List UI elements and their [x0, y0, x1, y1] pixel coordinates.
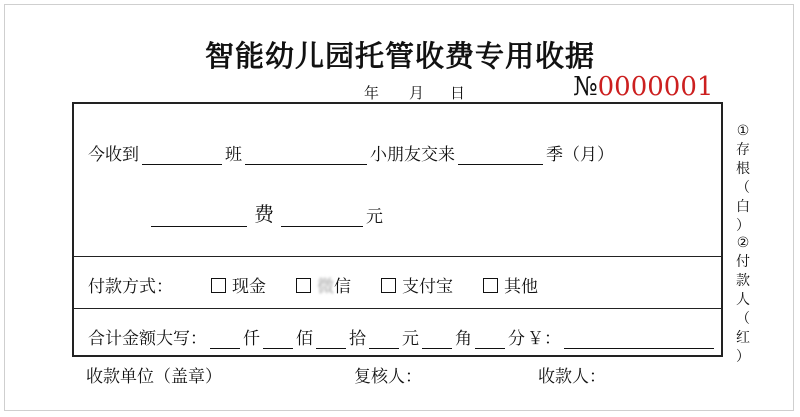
- total-label: 合计金额大写：: [88, 329, 207, 349]
- class-label: 班: [225, 145, 242, 165]
- date-year: 年: [364, 84, 380, 102]
- copy-label-stub: ① 存 根 （ 白 ）: [736, 123, 750, 234]
- checkbox[interactable]: [483, 278, 498, 293]
- received-row: [88, 140, 614, 165]
- child-pays-label: 小朋友交来: [370, 145, 455, 165]
- class-blank[interactable]: [245, 146, 367, 165]
- fee-amount-blank[interactable]: [281, 208, 363, 227]
- name-blank[interactable]: [142, 146, 222, 165]
- divider-1: [74, 256, 721, 257]
- payment-option-other[interactable]: 其他: [483, 272, 538, 297]
- amount-blank[interactable]: [210, 330, 240, 349]
- checkbox[interactable]: [381, 278, 396, 293]
- amount-blank[interactable]: [263, 330, 293, 349]
- copy-label-payer: ② 付 款 人 （ 红 ）: [736, 235, 750, 365]
- divider-2: [74, 308, 721, 309]
- amount-blank[interactable]: [316, 330, 346, 349]
- fee-row: [148, 198, 383, 227]
- numero-sign: №: [573, 72, 598, 102]
- payment-option-alipay[interactable]: 支付宝: [381, 272, 453, 297]
- serial-value: 0000001: [597, 72, 714, 102]
- date-month: 月: [409, 84, 425, 102]
- amount-blank[interactable]: [422, 330, 452, 349]
- payment-option-wechat[interactable]: [296, 272, 351, 297]
- season-label: 季（月）: [546, 145, 614, 165]
- fee-label: 费: [254, 202, 274, 226]
- payment-option-cash[interactable]: 现金: [211, 272, 266, 297]
- receipt-title: 智能幼儿园托管收费专用收据: [204, 39, 595, 73]
- season-blank[interactable]: [458, 146, 543, 165]
- total-row: [88, 324, 717, 349]
- unit-fen: 分: [508, 329, 525, 349]
- receipt-form: [72, 102, 723, 357]
- checkbox[interactable]: [211, 278, 226, 293]
- unit-shi: 拾: [349, 329, 366, 349]
- payee-label: 收款人：: [538, 367, 606, 387]
- payment-row: [88, 272, 568, 297]
- unit-bai: 佰: [296, 329, 313, 349]
- checkbox[interactable]: [296, 278, 311, 293]
- unit-jiao: 角: [455, 329, 472, 349]
- serial-number: [573, 72, 713, 102]
- received-label: 今收到: [88, 145, 139, 165]
- payment-label: 付款方式：: [88, 277, 173, 297]
- fee-type-blank[interactable]: [151, 208, 247, 227]
- numeric-amount-blank[interactable]: [564, 330, 714, 349]
- unit-yuan: 元: [402, 329, 419, 349]
- collecting-unit-label: 收款单位（盖章）: [86, 367, 222, 387]
- amount-blank[interactable]: [475, 330, 505, 349]
- date-day: 日: [450, 84, 466, 102]
- unit-qian: 仟: [243, 329, 260, 349]
- yuan-label: 元: [366, 207, 383, 227]
- reviewer-label: 复核人：: [354, 367, 422, 387]
- blurred-char: 微: [317, 277, 334, 297]
- wechat-label-tail: 信: [334, 277, 351, 297]
- amount-blank[interactable]: [369, 330, 399, 349]
- yen-label: ￥：: [527, 329, 561, 349]
